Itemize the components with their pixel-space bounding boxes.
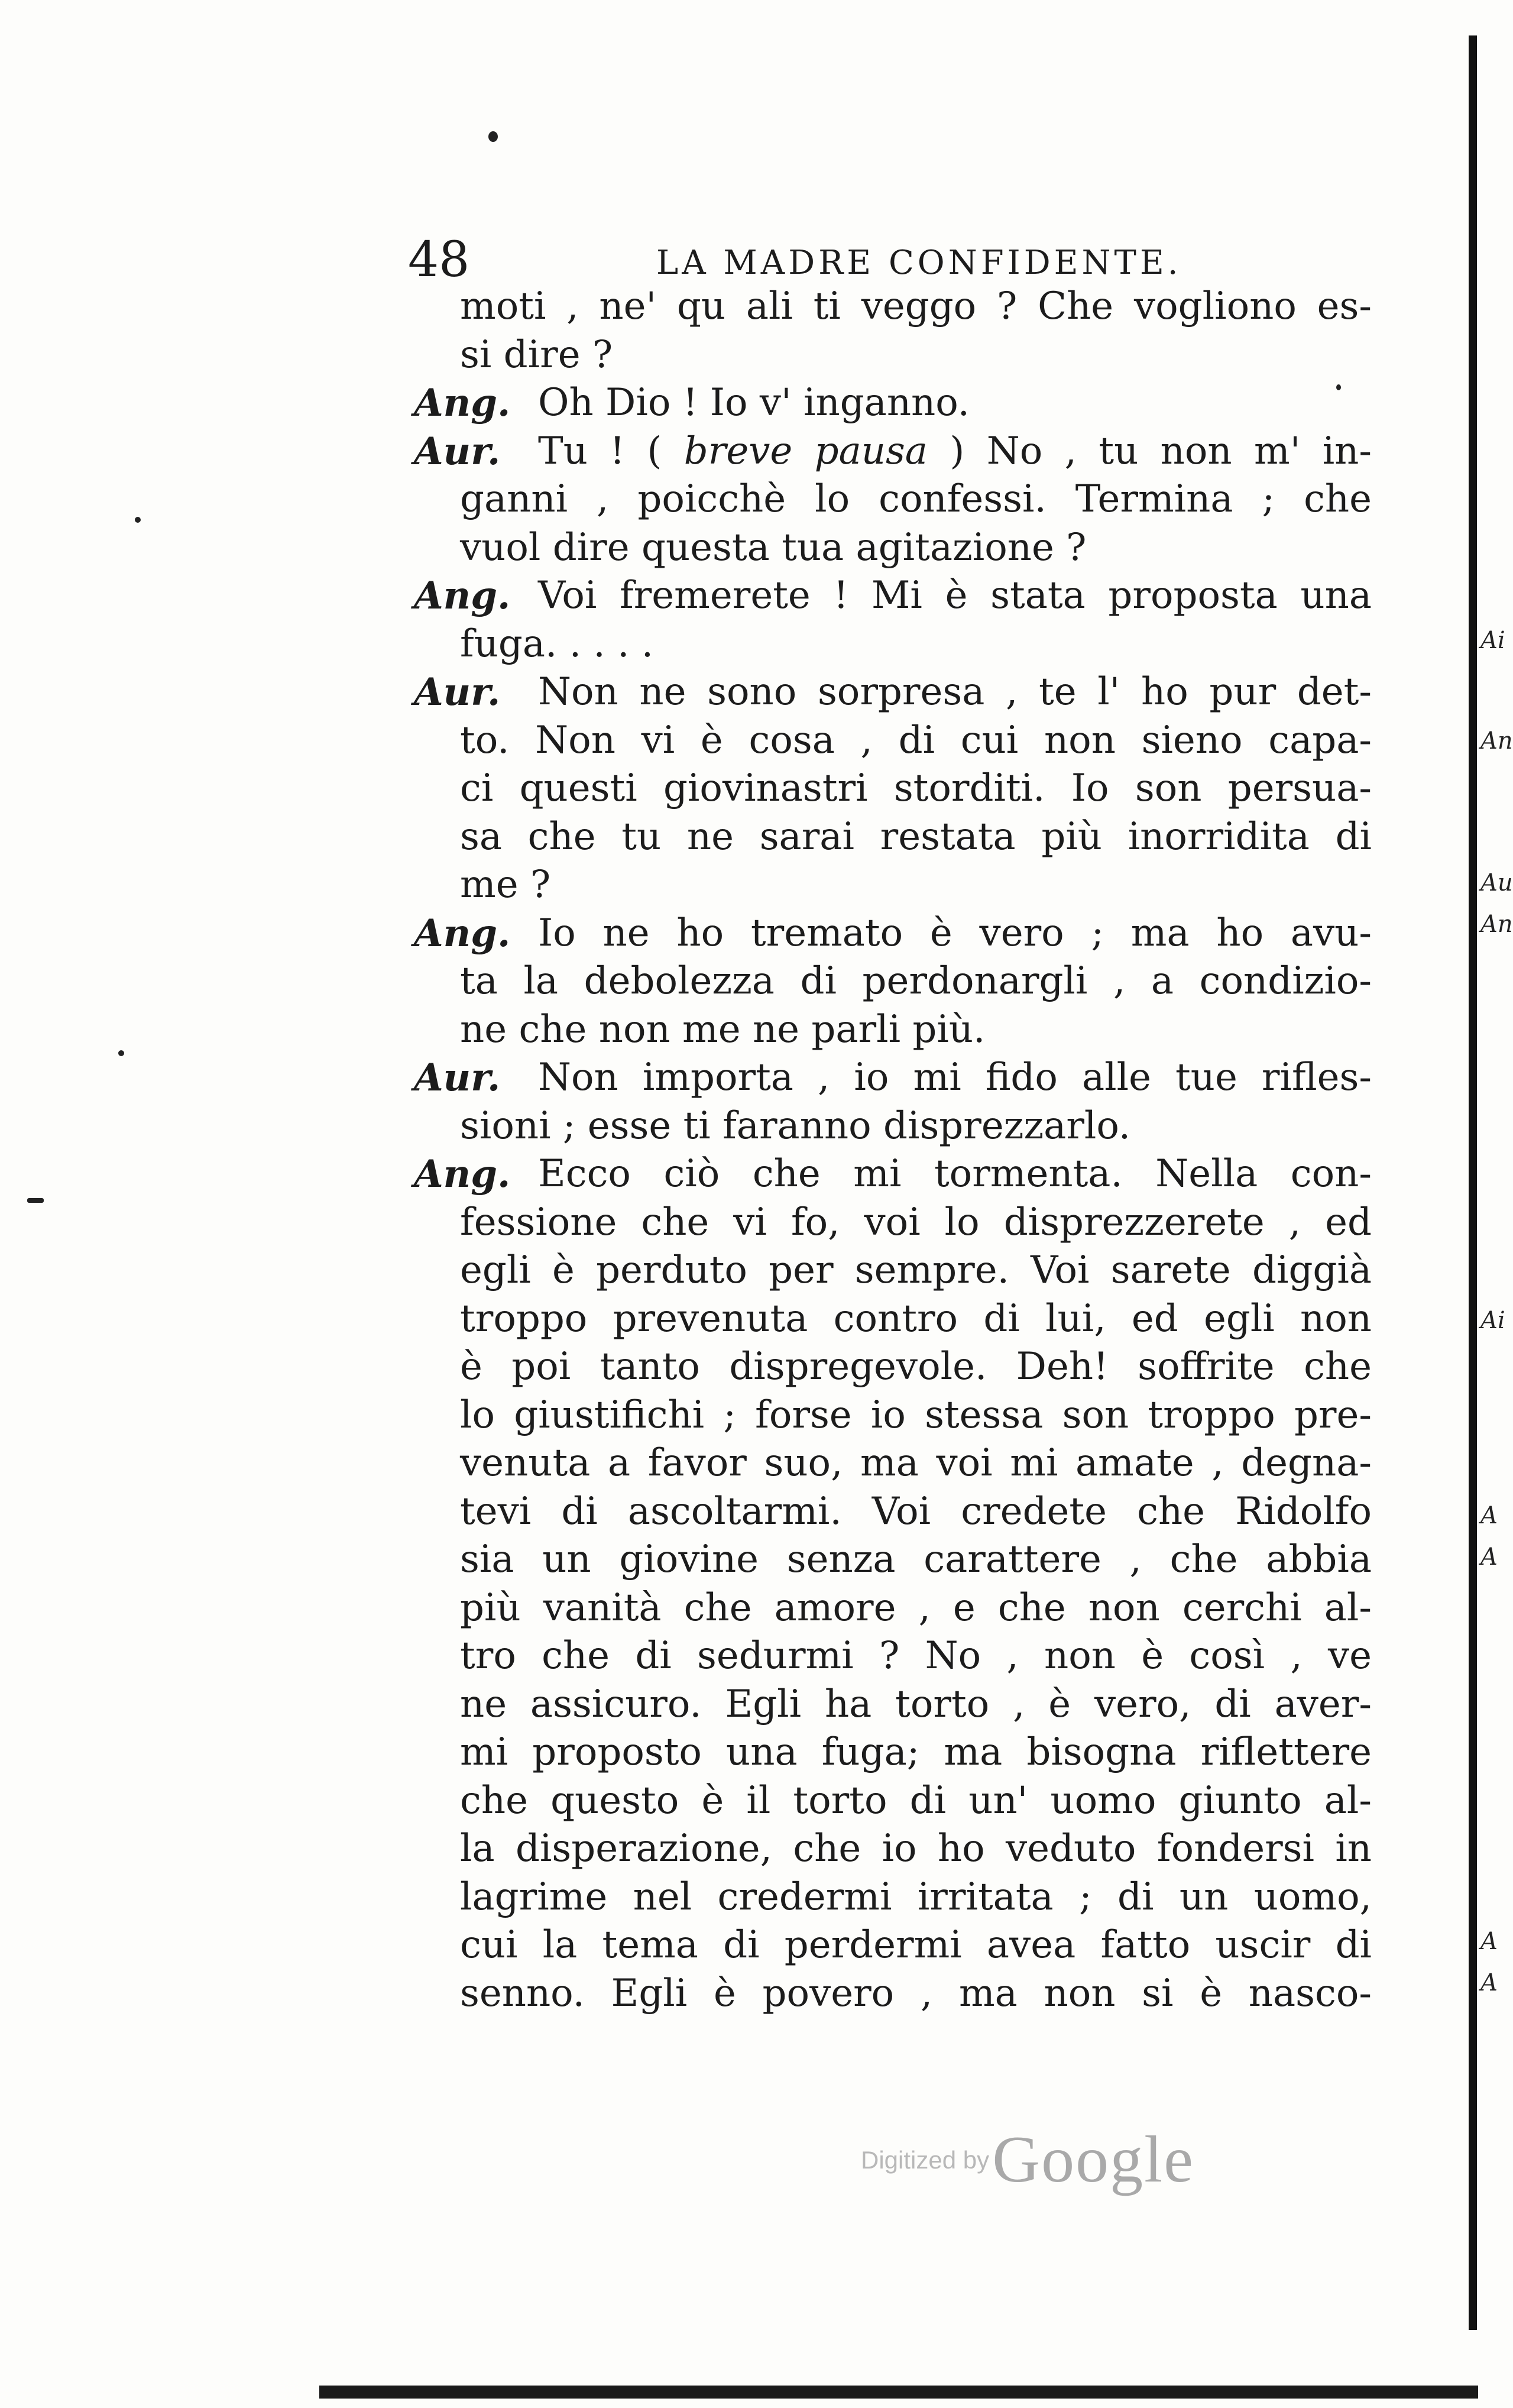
- speech-text: venuta a favor suo, ma voi mi amate , degna-: [460, 1441, 1372, 1485]
- text-line: [414, 1921, 1372, 1970]
- text-line: [414, 1873, 1372, 1922]
- speaker-name: Ang.: [414, 1152, 511, 1196]
- speech-text: ganni , poicchè lo confessi. Termina ; che: [460, 477, 1372, 521]
- text-line: [414, 1102, 1372, 1151]
- speech-text: è poi tanto dispregevole. Deh! soffrite che: [460, 1345, 1372, 1389]
- speech-text: tevi di ascoltarmi. Voi credete che Ridolfo: [460, 1489, 1372, 1533]
- text-line: [414, 1199, 1372, 1247]
- text-line: [414, 1439, 1372, 1488]
- speech-text: Non importa , io mi fido alle tue rifles-: [538, 1056, 1372, 1099]
- text-line: [414, 1681, 1372, 1729]
- speech-text: to. Non vi è cosa , di cui non sieno capa-: [460, 718, 1372, 762]
- text-line: [414, 475, 1372, 524]
- margin-fragment: An: [1480, 727, 1513, 755]
- text-line: [414, 379, 1372, 428]
- text-line: [414, 668, 1372, 717]
- ink-speck: [27, 1198, 44, 1203]
- speech-text: sioni ; esse ti faranno disprezzarlo.: [460, 1103, 1131, 1148]
- text-line: [414, 1729, 1372, 1777]
- text-line: [414, 428, 1372, 476]
- speech-text: Voi fremerete ! Mi è stata proposta una: [538, 574, 1372, 617]
- text-line: [414, 861, 1372, 910]
- speech-text: ne che non me ne parli più.: [460, 1007, 986, 1051]
- speech-text: si dire ?: [460, 332, 613, 377]
- speech-text: Tu ! ( breve pausa ) No , tu non m' in-: [538, 429, 1372, 473]
- text-line: [414, 331, 1372, 380]
- speech-text: Ecco ciò che mi tormenta. Nella con-: [538, 1152, 1372, 1196]
- ink-speck: [1336, 384, 1341, 390]
- text-line: [414, 813, 1372, 862]
- text-line: [414, 1295, 1372, 1344]
- speech-text: Oh Dio ! Io v' inganno.: [538, 381, 970, 425]
- speech-text: più vanità che amore , e che non cerchi al-: [460, 1585, 1372, 1630]
- text-line: [414, 1970, 1372, 2018]
- speech-text: me ?: [460, 863, 551, 907]
- margin-fragment: Ai: [1480, 1307, 1505, 1334]
- facing-page-fragments: [1478, 0, 1513, 2408]
- speech-text: fuga. . . . .: [460, 622, 654, 666]
- stage-direction: breve pausa: [683, 429, 928, 473]
- facing-page-edge: [1469, 35, 1477, 2330]
- speech-text: mi proposto una fuga; ma bisogna riflettere: [460, 1730, 1372, 1774]
- running-title: LA MADRE CONFIDENTE.: [656, 244, 1182, 282]
- scan-edge-bar: [319, 2386, 1478, 2399]
- speech-text: Non ne sono sorpresa , te l' ho pur det-: [538, 670, 1372, 714]
- text-line: [414, 1536, 1372, 1584]
- text-line: [414, 717, 1372, 765]
- page-number: 48: [408, 232, 470, 288]
- margin-fragment: Au: [1480, 869, 1513, 896]
- speaker-name: Aur.: [414, 429, 501, 474]
- speech-text: cui la tema di perdermi avea fatto uscir di: [460, 1923, 1372, 1967]
- watermark-prefix: Digitized by: [861, 2146, 990, 2174]
- text-line: [414, 1247, 1372, 1295]
- text-line: [414, 765, 1372, 813]
- body-text: [414, 283, 1372, 2018]
- text-line: [414, 957, 1372, 1006]
- text-line: [414, 1343, 1372, 1391]
- margin-fragment: An: [1480, 911, 1513, 938]
- text-line: [414, 283, 1372, 331]
- speech-text: senno. Egli è povero , ma non si è nasco-: [460, 1971, 1372, 2015]
- speech-text: troppo prevenuta contro di lui, ed egli non: [460, 1296, 1372, 1341]
- speech-text: ta la debolezza di perdonargli , a condizio-: [460, 959, 1372, 1003]
- ink-speck: [135, 517, 141, 523]
- text-line: [414, 1150, 1372, 1199]
- text-line: [414, 1391, 1372, 1440]
- margin-fragment: Ai: [1480, 627, 1505, 654]
- text-line: [414, 1488, 1372, 1536]
- speech-text: fessione che vi fo, voi lo disprezzerete , ed: [460, 1200, 1372, 1244]
- speech-text: tro che di sedurmi ? No , non è così , ve: [460, 1634, 1372, 1678]
- page-header: [408, 232, 1378, 288]
- ink-speck: [488, 131, 498, 142]
- text-line: [414, 1825, 1372, 1873]
- speech-text: lagrime nel credermi irritata ; di un uomo,: [460, 1875, 1372, 1919]
- speaker-name: Ang.: [414, 574, 511, 618]
- speech-text: sia un giovine senza carattere , che abbia: [460, 1538, 1372, 1581]
- margin-fragment: A: [1480, 1969, 1498, 1996]
- text-line: [414, 572, 1372, 620]
- speech-text: sa che tu ne sarai restata più inorridita di: [460, 814, 1372, 859]
- margin-fragment: A: [1480, 1928, 1498, 1955]
- speech-text: moti , ne' qu ali ti veggo ? Che vogliono es-: [460, 284, 1372, 328]
- margin-fragment: A: [1480, 1543, 1498, 1571]
- speech-text: vuol dire questa tua agitazione ?: [460, 525, 1087, 569]
- ink-speck: [118, 1050, 124, 1056]
- speaker-name: Aur.: [414, 1056, 501, 1100]
- text-line: [414, 524, 1372, 572]
- margin-fragment: A: [1480, 1502, 1498, 1529]
- speech-text: che questo è il torto di un' uomo giunto al-: [460, 1778, 1372, 1823]
- speaker-name: Ang.: [414, 381, 511, 425]
- digitization-watermark: [861, 2122, 1194, 2196]
- speech-text: la disperazione, che io ho veduto fondersi in: [460, 1827, 1372, 1870]
- speech-text: ci questi giovinastri storditi. Io son persua-: [460, 766, 1372, 810]
- text-line: [414, 1054, 1372, 1102]
- text-line: [414, 620, 1372, 669]
- text-line: [414, 1632, 1372, 1681]
- speech-text: Io ne ho tremato è vero ; ma ho avu-: [538, 911, 1372, 955]
- speech-text: egli è perduto per sempre. Voi sarete diggià: [460, 1248, 1372, 1292]
- text-line: [414, 1777, 1372, 1826]
- speech-text: lo giustifichi ; forse io stessa son troppo pre-: [460, 1393, 1372, 1437]
- text-line: [414, 1006, 1372, 1054]
- text-line: [414, 910, 1372, 958]
- speech-text: ne assicuro. Egli ha torto , è vero, di aver-: [460, 1682, 1372, 1726]
- speaker-name: Aur.: [414, 670, 501, 714]
- speaker-name: Ang.: [414, 911, 511, 956]
- watermark-logo: Google: [992, 2123, 1194, 2196]
- text-line: [414, 1584, 1372, 1633]
